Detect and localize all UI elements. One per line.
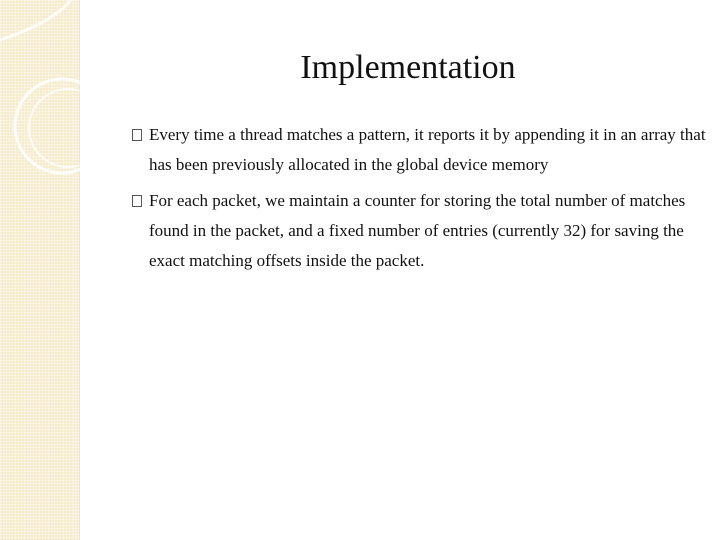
decorative-rings-graphic	[0, 0, 120, 200]
bullet-item	[130, 120, 710, 180]
bullet-list	[130, 120, 710, 282]
slide-title: Implementation	[300, 49, 516, 86]
ring-top-arc	[0, 0, 74, 40]
box-bullet-icon	[132, 195, 142, 207]
bullet-text: For each packet, we maintain a counter for storing the total number of matches found in the packet, and a fixed number of entries (currently 32) for saving the exact matching offsets inside the packet.	[149, 191, 686, 270]
ring-inner	[29, 89, 107, 167]
box-bullet-icon	[132, 129, 142, 141]
bullet-text: Every time a thread matches a pattern, it reports it by appending it in an array that has been previously allocated in the global device memory	[149, 125, 706, 174]
bullet-item	[130, 186, 710, 276]
